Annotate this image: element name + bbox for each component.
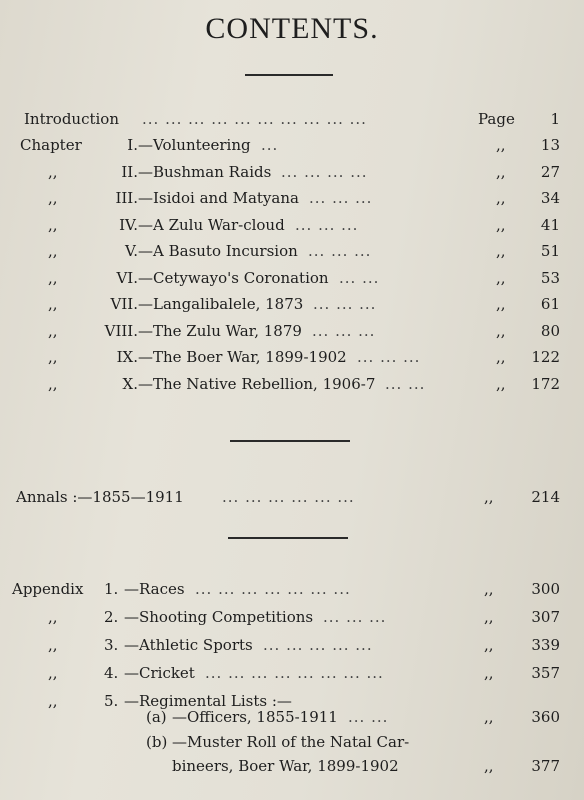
- leader-dots: ... ... ... ... ... ... ... ...: [205, 664, 384, 682]
- ditto-mark: ,,: [496, 374, 506, 393]
- toc-entry-chapter: [0, 320, 584, 342]
- page-number: 27: [540, 162, 560, 181]
- title-divider: [245, 74, 333, 76]
- page-number: 61: [540, 295, 560, 313]
- toc-entry-subitem: [0, 731, 584, 775]
- toc-entry-chapter: [0, 293, 584, 315]
- entry-label: Introduction: [24, 110, 119, 128]
- chapter-title: —The Native Rebellion, 1906-7: [138, 374, 376, 393]
- chapter-title: —Bushman Raids: [138, 162, 272, 181]
- toc-entry-introduction: [0, 108, 584, 130]
- chapter-number: IX.: [116, 348, 138, 366]
- leader-dots: ... ... ...: [295, 215, 359, 234]
- subitem-number: (b): [146, 733, 168, 751]
- appendix-title: —Shooting Competitions: [124, 608, 314, 626]
- chapter-prefix: ,,: [48, 242, 58, 260]
- chapter-title: —The Boer War, 1899-1902: [138, 348, 347, 366]
- page-number: 339: [531, 636, 560, 654]
- page-number: 357: [531, 664, 560, 682]
- appendix-prefix: ,,: [48, 608, 58, 626]
- appendix-number: 5.: [104, 692, 119, 710]
- chapter-prefix: ,,: [48, 321, 58, 340]
- chapter-prefix: ,,: [48, 189, 58, 207]
- page-word: Page: [478, 110, 515, 128]
- appendix-title: —Races: [124, 580, 185, 598]
- chapter-number: VII.: [110, 295, 138, 313]
- leader-dots: ... ...: [348, 708, 389, 726]
- appendix-number: 3.: [104, 636, 119, 654]
- chapter-title: —A Zulu War-cloud: [138, 215, 285, 234]
- chapter-prefix: ,,: [48, 348, 58, 366]
- appendix-prefix: ,,: [48, 664, 58, 682]
- leader-dots: ... ... ... ... ...: [263, 636, 373, 654]
- ditto-mark: ,,: [496, 242, 506, 260]
- toc-entry-appendix: [0, 634, 584, 656]
- toc-entry-chapter: [0, 373, 584, 395]
- section-divider: [228, 537, 348, 539]
- page-number: 122: [531, 348, 560, 366]
- chapter-prefix: ,,: [48, 374, 58, 393]
- toc-entry-chapter: [0, 187, 584, 209]
- chapter-prefix: Chapter: [20, 136, 82, 154]
- toc-entry-appendix: [0, 662, 584, 684]
- toc-entry-annals: [0, 486, 584, 508]
- page-number: 34: [540, 189, 560, 207]
- chapter-prefix: ,,: [48, 215, 58, 234]
- toc-entry-appendix: [0, 578, 584, 600]
- leader-dots: ... ... ...: [312, 321, 376, 340]
- leader-dots: ... ... ...: [357, 348, 421, 366]
- subitem-number: (a): [146, 708, 167, 726]
- toc-entry-chapter: [0, 240, 584, 262]
- toc-entry-chapter: [0, 134, 584, 156]
- chapter-number: VI.: [116, 268, 138, 287]
- leader-dots: ... ... ... ... ... ...: [222, 488, 355, 506]
- ditto-mark: ,,: [496, 268, 506, 287]
- page-number: 360: [531, 708, 560, 726]
- chapter-number: I.: [127, 136, 138, 154]
- subitem-title: —Officers, 1855-1911: [172, 708, 338, 726]
- ditto-mark: ,,: [496, 295, 506, 313]
- chapter-title: —The Zulu War, 1879: [138, 321, 302, 340]
- leader-dots: ... ... ...: [313, 295, 377, 313]
- chapter-number: III.: [115, 189, 138, 207]
- toc-entry-chapter: [0, 214, 584, 236]
- appendix-number: 2.: [104, 608, 119, 626]
- page-number: 41: [540, 215, 560, 234]
- appendix-title: —Cricket: [124, 664, 195, 682]
- ditto-mark: ,,: [496, 136, 506, 154]
- chapter-number: IV.: [119, 215, 138, 234]
- chapter-prefix: ,,: [48, 268, 58, 287]
- chapter-number: VIII.: [104, 321, 138, 340]
- appendix-title: —Athletic Sports: [124, 636, 253, 654]
- ditto-mark: ,,: [484, 608, 494, 626]
- page-number: 80: [540, 321, 560, 340]
- toc-entry-chapter: [0, 346, 584, 368]
- ditto-mark: ,,: [496, 215, 506, 234]
- ditto-mark: ,,: [496, 348, 506, 366]
- leader-dots: ... ... ...: [309, 189, 373, 207]
- page-title: CONTENTS.: [205, 12, 379, 45]
- leader-dots: ...: [261, 136, 279, 154]
- appendix-number: 1.: [104, 580, 119, 598]
- page-number: 214: [531, 488, 560, 506]
- leader-dots: ... ...: [385, 374, 426, 393]
- chapter-title: —Isidoi and Matyana: [138, 189, 299, 207]
- appendix-prefix: ,,: [48, 692, 58, 710]
- appendix-number: 4.: [104, 664, 119, 682]
- chapter-prefix: ,,: [48, 295, 58, 313]
- appendix-label: Appendix: [12, 580, 84, 598]
- toc-entry-subitem: [0, 706, 584, 728]
- page-number: 1: [550, 110, 560, 128]
- toc-entry-chapter: [0, 267, 584, 289]
- toc-entry-chapter: [0, 161, 584, 183]
- page-number: 172: [531, 374, 560, 393]
- section-divider: [230, 440, 350, 442]
- appendix-prefix: ,,: [48, 636, 58, 654]
- page-number: 51: [540, 242, 560, 260]
- page-number: 377: [531, 757, 560, 775]
- chapter-title: —A Basuto Incursion: [138, 242, 298, 260]
- ditto-mark: ,,: [484, 488, 494, 506]
- chapter-title: —Cetywayo's Coronation: [138, 268, 329, 287]
- ditto-mark: ,,: [496, 162, 506, 181]
- leader-dots: ... ... ... ... ... ... ...: [195, 580, 351, 598]
- chapter-number: II.: [121, 162, 138, 181]
- ditto-mark: ,,: [496, 189, 506, 207]
- entry-label: Annals :—1855—1911: [16, 488, 184, 506]
- page-number: 300: [531, 580, 560, 598]
- leader-dots: ... ... ... ... ... ... ... ... ... ...: [142, 110, 367, 128]
- chapter-prefix: ,,: [48, 162, 58, 181]
- chapter-title: —Langalibalele, 1873: [138, 295, 304, 313]
- chapter-number: V.: [125, 242, 138, 260]
- toc-entry-appendix: [0, 606, 584, 628]
- ditto-mark: ,,: [484, 757, 494, 775]
- chapter-title: —Volunteering: [138, 136, 251, 154]
- ditto-mark: ,,: [484, 708, 494, 726]
- chapter-number: X.: [122, 374, 138, 393]
- leader-dots: ... ...: [339, 268, 380, 287]
- ditto-mark: ,,: [484, 664, 494, 682]
- page-number: 307: [531, 608, 560, 626]
- page-number: 53: [540, 268, 560, 287]
- appendix-title: —Regimental Lists :—: [124, 692, 292, 710]
- ditto-mark: ,,: [484, 636, 494, 654]
- subitem-title: —Muster Roll of the Natal Car-: [172, 733, 410, 751]
- leader-dots: ... ... ...: [308, 242, 372, 260]
- ditto-mark: ,,: [484, 580, 494, 598]
- leader-dots: ... ... ...: [323, 608, 387, 626]
- leader-dots: ... ... ... ...: [281, 162, 368, 181]
- subitem-title-continued: bineers, Boer War, 1899-1902: [172, 757, 399, 775]
- page-number: 13: [540, 136, 560, 154]
- ditto-mark: ,,: [496, 321, 506, 340]
